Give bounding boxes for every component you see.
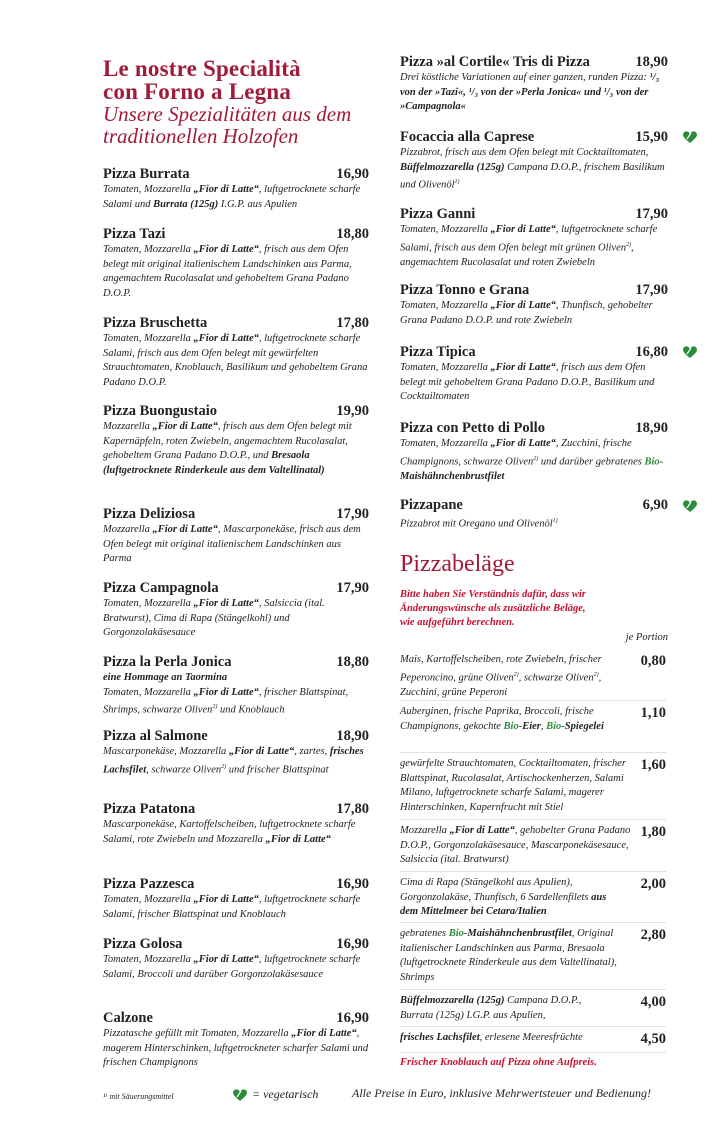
menu-item bbox=[103, 876, 369, 922]
topping-group bbox=[400, 824, 666, 868]
menu-item bbox=[400, 54, 668, 115]
item-description: Tomaten, Mozzarella „Fior di Latte“, luftgetrocknete scharfe Salami, frischer Blattspinat und Knoblauch bbox=[103, 894, 361, 920]
vegetarian-heart-icon bbox=[682, 499, 698, 513]
menu-item bbox=[103, 403, 369, 478]
topping-list: gewürfelte Strauchtomaten, Cocktailtomaten, frischer Blattspinat, Rucolasalat, Artischockenherzen, Salami Milano, luftgetrocknete scharfe Salami, magerer Hinterschinken, Kapernfrucht mit Stiel bbox=[400, 758, 627, 813]
item-description: Drei köstliche Variationen auf einer ganzen, runden Pizza: ¹/₃ von der »Tazi«, ¹/₃ von der »Perla Jonica« und ¹/₃ von der »Campagnola« bbox=[400, 72, 660, 113]
menu-item bbox=[103, 728, 369, 778]
vegetarian-heart-icon bbox=[682, 130, 698, 144]
menu-item bbox=[103, 580, 369, 641]
divider bbox=[400, 819, 666, 820]
divider bbox=[400, 1026, 666, 1027]
item-price: 18,90 bbox=[635, 420, 668, 436]
topping-group bbox=[400, 653, 666, 700]
item-description: Tomaten, Mozzarella „Fior di Latte“, luftgetrocknete scharfe Salami, frisch aus dem Ofen belegt mit grünen Oliven$^{2)}$, angemachtem Rucolasalat und roten Zwiebeln bbox=[400, 224, 658, 268]
vegetarian-heart-icon bbox=[232, 1088, 248, 1102]
topping-list: Auberginen, frische Paprika, Broccoli, frische Champignons, gekochte Bio-Eier, Bio-Spiegelei bbox=[400, 706, 604, 732]
topping-group bbox=[400, 927, 666, 985]
item-name: Pizza al Salmone bbox=[103, 728, 208, 744]
topping-price: 0,80 bbox=[640, 653, 666, 669]
item-name: Pizza Campagnola bbox=[103, 580, 219, 596]
item-name: Pizza Tazi bbox=[103, 226, 166, 242]
item-price: 18,90 bbox=[336, 728, 369, 744]
item-price: 19,90 bbox=[336, 403, 369, 419]
item-price: 17,80 bbox=[336, 801, 369, 817]
vegetarian-legend-text: = vegetarisch bbox=[252, 1087, 319, 1101]
item-description: Tomaten, Mozzarella „Fior di Latte“, luftgetrocknete scharfe Salami, frisch aus dem Ofen belegt mit gewürfelten Strauchtomaten, Knoblauch, Basilikum und gehobeltem Grana Padano D.O.P. bbox=[103, 333, 368, 388]
topping-price: 4,00 bbox=[640, 994, 666, 1010]
item-price: 6,90 bbox=[642, 497, 668, 513]
menu-item bbox=[103, 654, 369, 718]
item-name: Focaccia alla Caprese bbox=[400, 129, 535, 145]
topping-price: 1,80 bbox=[640, 824, 666, 840]
item-description: Mascarponekäse, Mozzarella „Fior di Latte“, zartes, frisches Lachsfilet, schwarze Oliven$^{2)}$ und frischer Blattspinat bbox=[103, 746, 364, 776]
menu-item bbox=[400, 129, 668, 193]
item-description: Tomaten, Mozzarella „Fior di Latte“, Salsiccia (ital. Bratwurst), Cima di Rapa (Stängelkohl) und Gorgonzolakäsesauce bbox=[103, 598, 325, 639]
topping-list: Cima di Rapa (Stängelkohl aus Apulien), Gorgonzolakäse, Thunfisch, 6 Sardellenfilets aus dem Mittelmeer bei Cetara/Italien bbox=[400, 877, 607, 917]
heading-line-2: con Forno a Legna bbox=[103, 79, 292, 104]
item-name: Pizza Pazzesca bbox=[103, 876, 195, 892]
topping-price: 4,50 bbox=[640, 1031, 666, 1047]
menu-item bbox=[400, 344, 668, 405]
item-price: 17,90 bbox=[336, 506, 369, 522]
item-description: Tomaten, Mozzarella „Fior di Latte“, Thunfisch, gehobelter Grana Padano D.O.P. und rote Zwiebeln bbox=[400, 300, 653, 326]
item-description: Tomaten, Mozzarella „Fior di Latte“, luftgetrocknete scharfe Salami und Burrata (125g) I.G.P. aus Apulien bbox=[103, 184, 361, 210]
heading-sub-1: Unsere Spezialitäten aus dem bbox=[103, 102, 352, 126]
item-name: Pizza Bruschetta bbox=[103, 315, 208, 331]
menu-item bbox=[103, 801, 369, 847]
item-name: Pizza Ganni bbox=[400, 206, 476, 222]
item-price: 16,80 bbox=[635, 344, 668, 360]
item-price: 17,90 bbox=[336, 580, 369, 596]
item-price: 17,80 bbox=[336, 315, 369, 331]
topping-group bbox=[400, 757, 666, 815]
item-description: Pizzabrot, frisch aus dem Ofen belegt mit Cocktailtomaten, Büffelmozzarella (125g) Campana D.O.P., frischem Basilikum und Olivenöl$^{1)}$ bbox=[400, 147, 665, 191]
menu-item bbox=[103, 226, 369, 301]
topping-group bbox=[400, 994, 666, 1023]
topping-list: Büffelmozzarella (125g) Campana D.O.P., Burrata (125g) I.G.P. aus Apulien, bbox=[400, 995, 582, 1021]
item-description: Tomaten, Mozzarella „Fior di Latte“, Zucchini, frische Champignons, schwarze Oliven$^{2)}$ und darüber gebratenes Bio-Maishähnchenbrustfilet bbox=[400, 438, 664, 482]
item-name: Calzone bbox=[103, 1010, 153, 1026]
item-price: 17,90 bbox=[635, 282, 668, 298]
topping-price: 2,80 bbox=[640, 927, 666, 943]
topping-group bbox=[400, 1031, 666, 1046]
item-price: 16,90 bbox=[336, 876, 369, 892]
item-price: 15,90 bbox=[635, 129, 668, 145]
divider bbox=[400, 989, 666, 990]
item-name: Pizzapane bbox=[400, 497, 463, 513]
menu-item bbox=[400, 282, 668, 328]
item-name: Pizza Golosa bbox=[103, 936, 183, 952]
item-description: Tomaten, Mozzarella „Fior di Latte“, frisch aus dem Ofen belegt mit gehobeltem Grana Padano D.O.P., Basilikum und Cocktailtomaten bbox=[400, 362, 655, 403]
topping-group bbox=[400, 705, 666, 734]
item-name: Pizza Tonno e Grana bbox=[400, 282, 530, 298]
vegetarian-heart-icon bbox=[682, 345, 698, 359]
toppings-title: Pizzabeläge bbox=[400, 551, 515, 577]
page-heading bbox=[103, 57, 351, 147]
menu-item bbox=[103, 166, 369, 212]
item-description: Pizzabrot mit Oregano und Olivenöl$^{1)}$ bbox=[400, 518, 558, 530]
topping-price: 1,60 bbox=[640, 757, 666, 773]
topping-list: frisches Lachsfilet, erlesene Meeresfrüchte bbox=[400, 1032, 583, 1043]
item-name: Pizza Tipica bbox=[400, 344, 476, 360]
divider bbox=[400, 922, 666, 923]
item-description: Mascarponekäse, Kartoffelscheiben, luftgetrocknete scharfe Salami, rote Zwiebeln und Mozzarella „Fior di Latte“ bbox=[103, 819, 356, 845]
menu-item bbox=[103, 1010, 369, 1071]
item-name: Pizza Burrata bbox=[103, 166, 190, 182]
item-description: Mozzarella „Fior di Latte“, frisch aus dem Ofen belegt mit Kapernäpfeln, roten Zwiebeln, angemachtem Rucolasalat, gehobeltem Grana Padano D.O.P., und Bresaola (luftgetrocknete Rinderkeule aus dem Valtellinatal) bbox=[103, 421, 352, 476]
heading-sub-2: traditionellen Holzofen bbox=[103, 124, 299, 148]
item-description: Tomaten, Mozzarella „Fior di Latte“, luftgetrocknete scharfe Salami, Broccoli und darüber Gorgonzolakäsesauce bbox=[103, 954, 361, 980]
divider bbox=[400, 700, 666, 701]
menu-item bbox=[400, 497, 668, 532]
divider bbox=[400, 1052, 666, 1053]
portion-label: je Portion bbox=[625, 632, 668, 643]
item-price: 18,80 bbox=[336, 226, 369, 242]
item-price: 16,90 bbox=[336, 166, 369, 182]
item-description: Pizzatasche gefüllt mit Tomaten, Mozzarella „Fior di Latte“, magerem Hinterschinken, luftgetrockneter scharfer Salami und frischen Champignons bbox=[103, 1028, 369, 1069]
item-price: 17,90 bbox=[635, 206, 668, 222]
item-price: 18,90 bbox=[635, 54, 668, 70]
menu-item bbox=[400, 420, 668, 484]
garlic-note: Frischer Knoblauch auf Pizza ohne Aufpreis. bbox=[400, 1057, 597, 1068]
item-description: eine Hommage an Taormina Tomaten, Mozzarella „Fior di Latte“, frischer Blattspinat, Shrimps, schwarze Oliven$^{2)}$ und Knoblauch bbox=[103, 672, 349, 716]
item-name: Pizza Patatona bbox=[103, 801, 196, 817]
toppings-notice: Bitte haben Sie Verständnis dafür, dass wir Änderungswünsche als zusätzliche Beläge, wie aufgeführt berechnen. bbox=[400, 589, 586, 628]
item-name: Pizza Deliziosa bbox=[103, 506, 196, 522]
topping-price: 2,00 bbox=[640, 876, 666, 892]
item-name: Pizza Buongustaio bbox=[103, 403, 217, 419]
vegetarian-legend bbox=[232, 1087, 318, 1102]
menu-item bbox=[103, 936, 369, 982]
item-name: Pizza la Perla Jonica bbox=[103, 654, 232, 670]
item-name: Pizza con Petto di Pollo bbox=[400, 420, 545, 436]
item-description: Tomaten, Mozzarella „Fior di Latte“, frisch aus dem Ofen belegt mit original italienischem Landschinken aus Parma, angemachtem Rucolasalat und gehobeltem Grana Padano D.O.P. bbox=[103, 244, 352, 299]
item-price: 16,90 bbox=[336, 1010, 369, 1026]
topping-group bbox=[400, 876, 666, 920]
price-disclaimer: Alle Preise in Euro, inklusive Mehrwertsteuer und Bedienung! bbox=[352, 1086, 652, 1100]
topping-list: Mais, Kartoffelscheiben, rote Zwiebeln, frischer Peperoncino, grüne Oliven$^{2)}$, schwarze Oliven$^{2)}$, Zucchini, grüne Peperoni bbox=[400, 654, 602, 698]
divider bbox=[400, 752, 666, 753]
divider bbox=[400, 871, 666, 872]
heading-line-1: Le nostre Specialità bbox=[103, 56, 301, 81]
topping-list: gebratenes Bio-Maishähnchenbrustfilet, Original italienischer Landschinken aus Parma, Bresaola (luftgetrocknete Rinderkeule aus dem Valtellinatal), Shrimps bbox=[400, 928, 617, 983]
item-name: Pizza »al Cortile« Tris di Pizza bbox=[400, 54, 590, 70]
menu-item bbox=[400, 206, 668, 270]
item-price: 16,90 bbox=[336, 936, 369, 952]
topping-list: Mozzarella „Fior di Latte“, gehobelter Grana Padano D.O.P., Gorgonzolakäsesauce, Mascarponekäsesauce, Salsiccia (ital. Bratwurst) bbox=[400, 825, 631, 865]
item-price: 18,80 bbox=[336, 654, 369, 670]
menu-item bbox=[103, 506, 369, 567]
menu-item bbox=[103, 315, 369, 390]
footnote-acidifier: ¹⁾ mit Säuerungsmittel bbox=[103, 1092, 174, 1101]
item-description: Mozzarella „Fior di Latte“, Mascarponekäse, frisch aus dem Ofen belegt mit original italienischem Landschinken aus Parma bbox=[103, 524, 361, 565]
topping-price: 1,10 bbox=[640, 705, 666, 721]
